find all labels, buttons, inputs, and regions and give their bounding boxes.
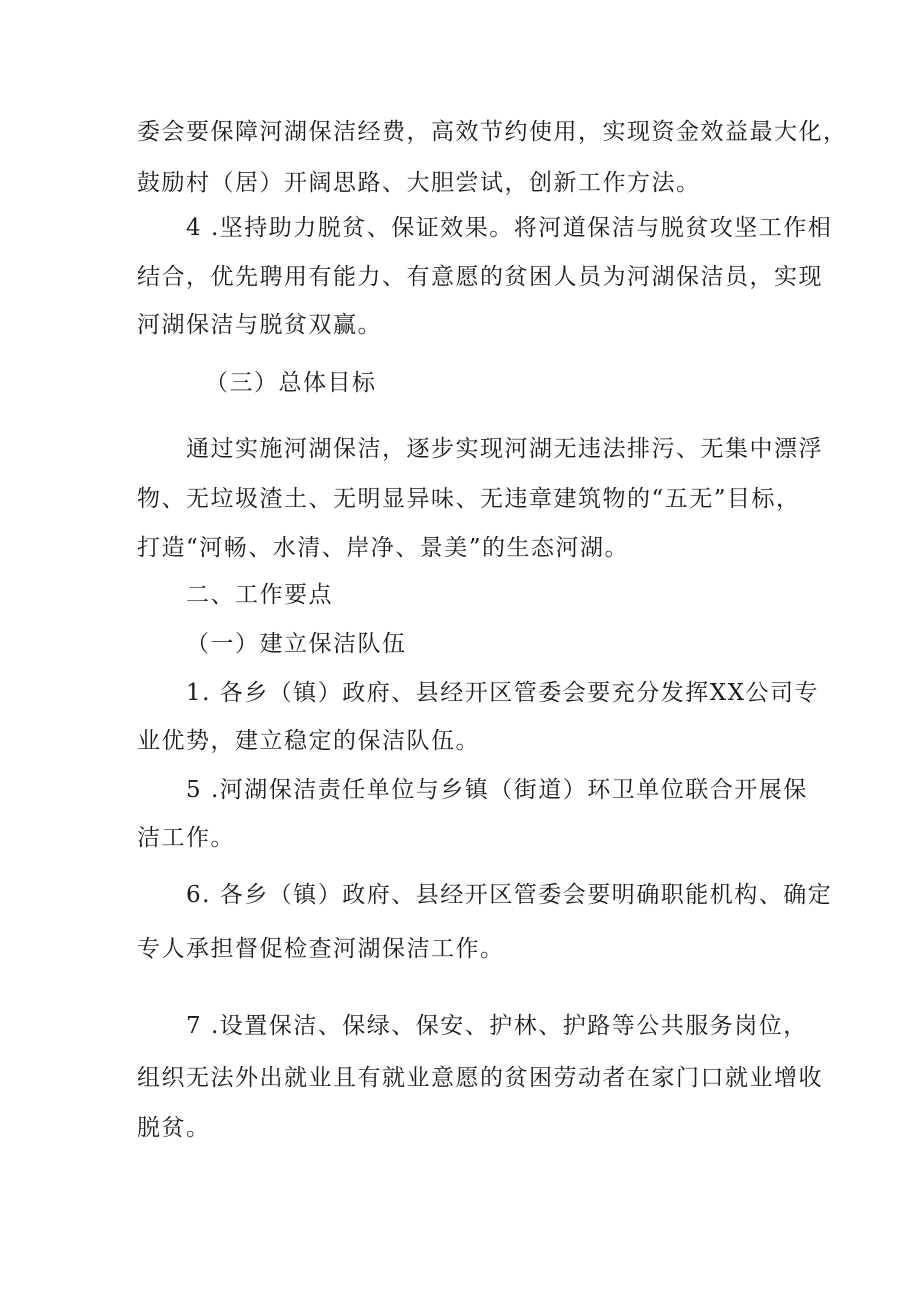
- paragraph-line: 业优势，建立稳定的保洁队伍。: [137, 728, 480, 754]
- paragraph-line: 6. 各乡（镇）政府、县经开区管委会要明确职能机构、确定: [186, 882, 833, 908]
- paragraph-line: 脱贫。: [137, 1115, 211, 1141]
- paragraph-line: 组织无法外出就业且有就业意愿的贫困劳动者在家门口就业增收: [137, 1065, 823, 1091]
- section-heading: （一）建立保洁队伍: [186, 631, 407, 657]
- paragraph-line: 5 .河湖保洁责任单位与乡镇（街道）环卫单位联合开展保: [186, 777, 808, 803]
- paragraph-line: 打造“河畅、水清、岸净、景美”的生态河湖。: [137, 535, 630, 561]
- paragraph-line: 鼓励村（居）开阔思路、大胆尝试，创新工作方法。: [137, 170, 701, 196]
- paragraph-line: 1. 各乡（镇）政府、县经开区管委会要充分发挥XX公司专: [186, 680, 820, 706]
- paragraph-line: 河湖保洁与脱贫双赢。: [137, 312, 382, 338]
- paragraph-line: 7 .设置保洁、保绿、保安、护林、护路等公共服务岗位，: [186, 1013, 808, 1039]
- paragraph-line: 专人承担督促检查河湖保洁工作。: [137, 936, 505, 962]
- paragraph-line: 物、无垃圾渣土、无明显异味、无违章建筑物的“五无”目标，: [137, 486, 801, 512]
- paragraph-line: 结合，优先聘用有能力、有意愿的贫困人员为河湖保洁员，实现: [137, 264, 823, 290]
- paragraph-line: 4 .坚持助力脱贫、保证效果。将河道保洁与脱贫攻坚工作相: [186, 215, 833, 241]
- section-heading: 二、工作要点: [186, 582, 333, 608]
- paragraph-line: 洁工作。: [137, 825, 235, 851]
- paragraph-line: 委会要保障河湖保洁经费，高效节约使用，实现资金效益最大化，: [137, 119, 848, 145]
- section-heading: （三）总体目标: [205, 370, 377, 396]
- paragraph-line: 通过实施河湖保洁，逐步实现河湖无违法排污、无集中漂浮: [186, 436, 823, 462]
